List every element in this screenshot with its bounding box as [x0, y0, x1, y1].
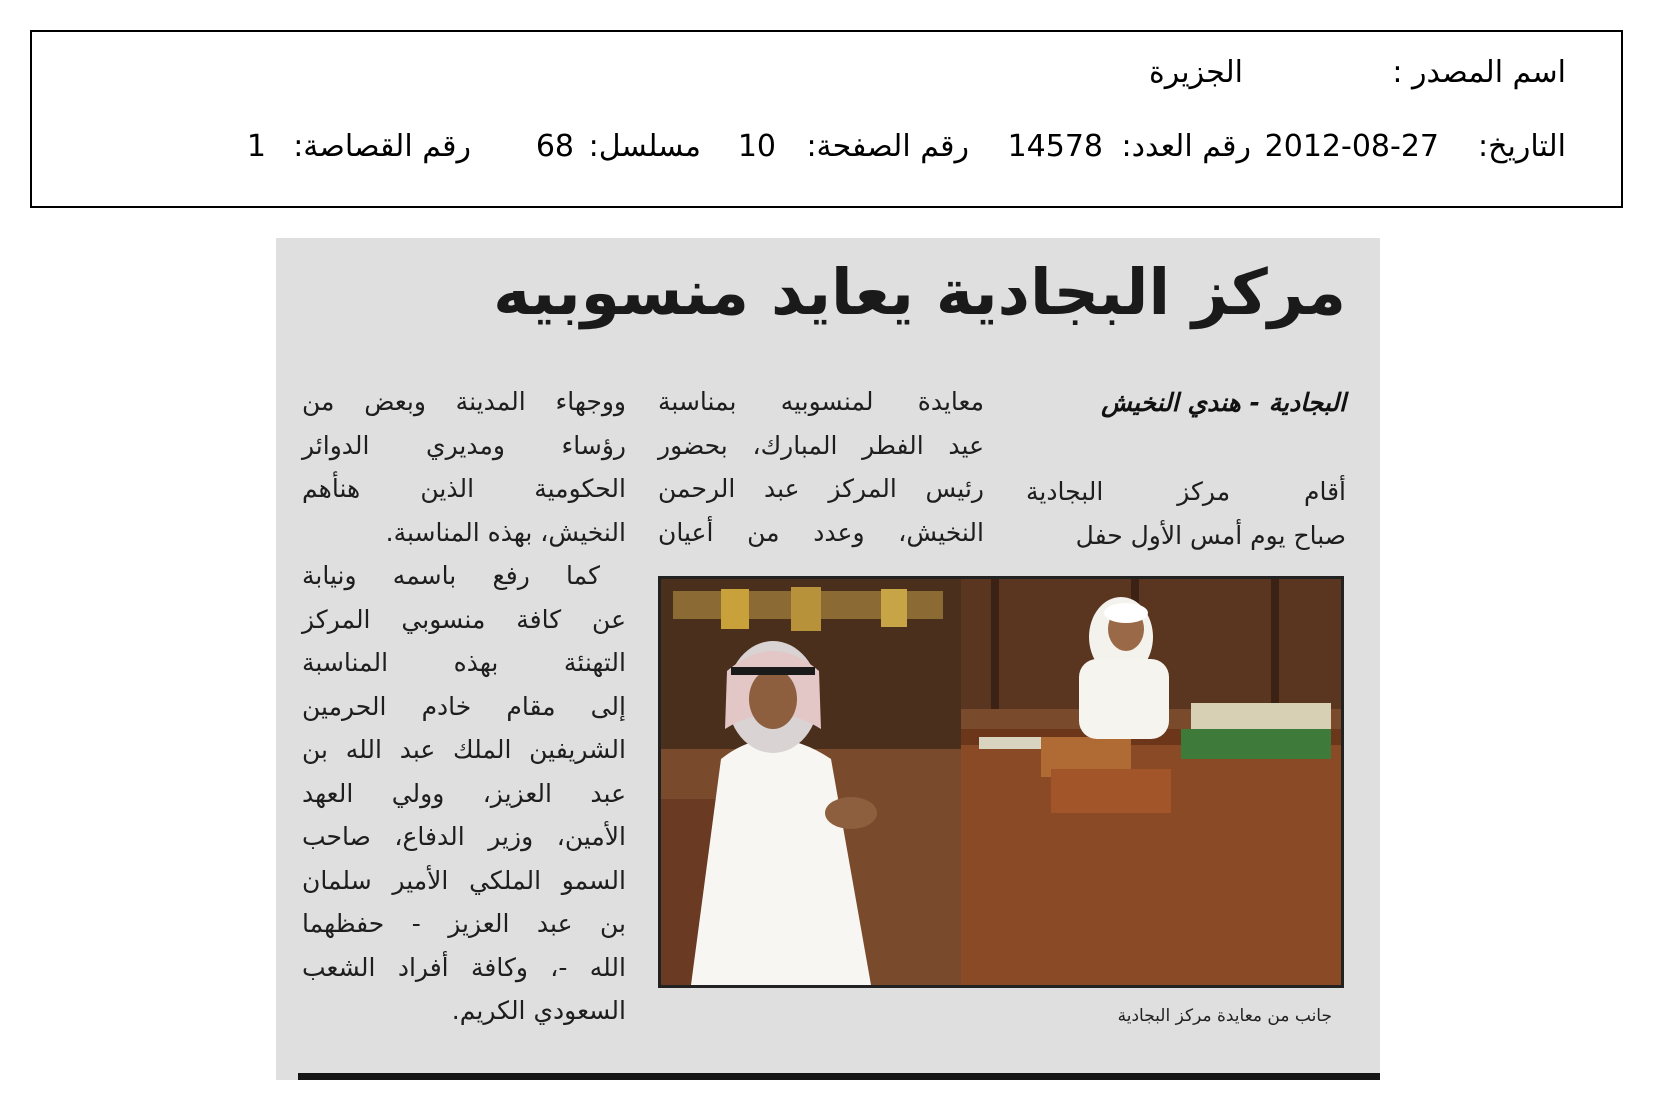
column-line: السعودي الكريم.: [451, 996, 626, 1025]
article-byline: البجادية - هندي النخيش: [1101, 388, 1346, 417]
date-label: التاريخ:: [1478, 129, 1566, 164]
column-line: النخيش، بهذه المناسبة.: [385, 517, 626, 547]
page-label: رقم الصفحة:: [806, 129, 969, 164]
date-value: 2012-08-27: [1264, 129, 1439, 164]
article-column-1: [1026, 470, 1346, 557]
clip-label: رقم القصاصة:: [293, 129, 471, 164]
clip-value: 1: [246, 129, 266, 164]
column-line: كما رفع باسمه ونيابة: [302, 561, 600, 590]
column-line: أقام مركز البجادية: [1026, 477, 1346, 506]
serial-value: 68: [535, 129, 574, 164]
photo-caption: جانب من معايدة مركز البجادية: [1117, 1006, 1332, 1026]
newspaper-clipping: [276, 238, 1380, 1080]
column-line: النخيش، وعدد من أعيان: [658, 517, 984, 547]
column-line: ووجهاء المدينة وبعض من: [302, 387, 626, 416]
column-line: الأمين، وزير الدفاع، صاحب: [302, 822, 626, 851]
source-value: الجزيرة: [1148, 55, 1243, 90]
issue-label: رقم العدد:: [1121, 129, 1251, 164]
source-label: اسم المصدر :: [1392, 55, 1566, 90]
column-line: عيد الفطر المبارك، بحضور: [658, 430, 984, 460]
article-photo: [658, 576, 1344, 988]
page-value: 10: [737, 129, 776, 164]
column-line: رئيس المركز عبد الرحمن: [658, 474, 984, 503]
office-scene-image: [661, 579, 1341, 985]
column-line: الشريفين الملك عبد الله بن: [302, 735, 626, 764]
article-column-3: [302, 380, 626, 1033]
column-line: عبد العزيز، وولي العهد: [302, 778, 626, 808]
source-metadata-box: [30, 30, 1623, 208]
serial-label: مسلسل:: [588, 129, 701, 164]
column-line: معايدة لمنسوبيه بمناسبة: [658, 387, 984, 416]
article-column-2: [658, 380, 984, 554]
column-line: بن عبد العزيز - حفظهما: [302, 909, 626, 938]
column-line: رؤساء ومديري الدوائر: [302, 430, 626, 460]
column-line: الحكومية الذين هنأهم: [302, 474, 626, 503]
column-line: إلى مقام خادم الحرمين: [302, 691, 626, 721]
column-line: الله -، وكافة أفراد الشعب: [302, 952, 626, 982]
column-line: السمو الملكي الأمير سلمان: [302, 865, 626, 895]
column-line: عن كافة منسوبي المركز: [302, 604, 626, 634]
column-line: التهنئة بهذه المناسبة: [302, 648, 626, 677]
issue-value: 14578: [1007, 129, 1103, 164]
column-line: صباح يوم أمس الأول حفل: [1075, 520, 1346, 550]
article-headline: مركز البجادية يعايد منسوبيه: [493, 256, 1346, 329]
